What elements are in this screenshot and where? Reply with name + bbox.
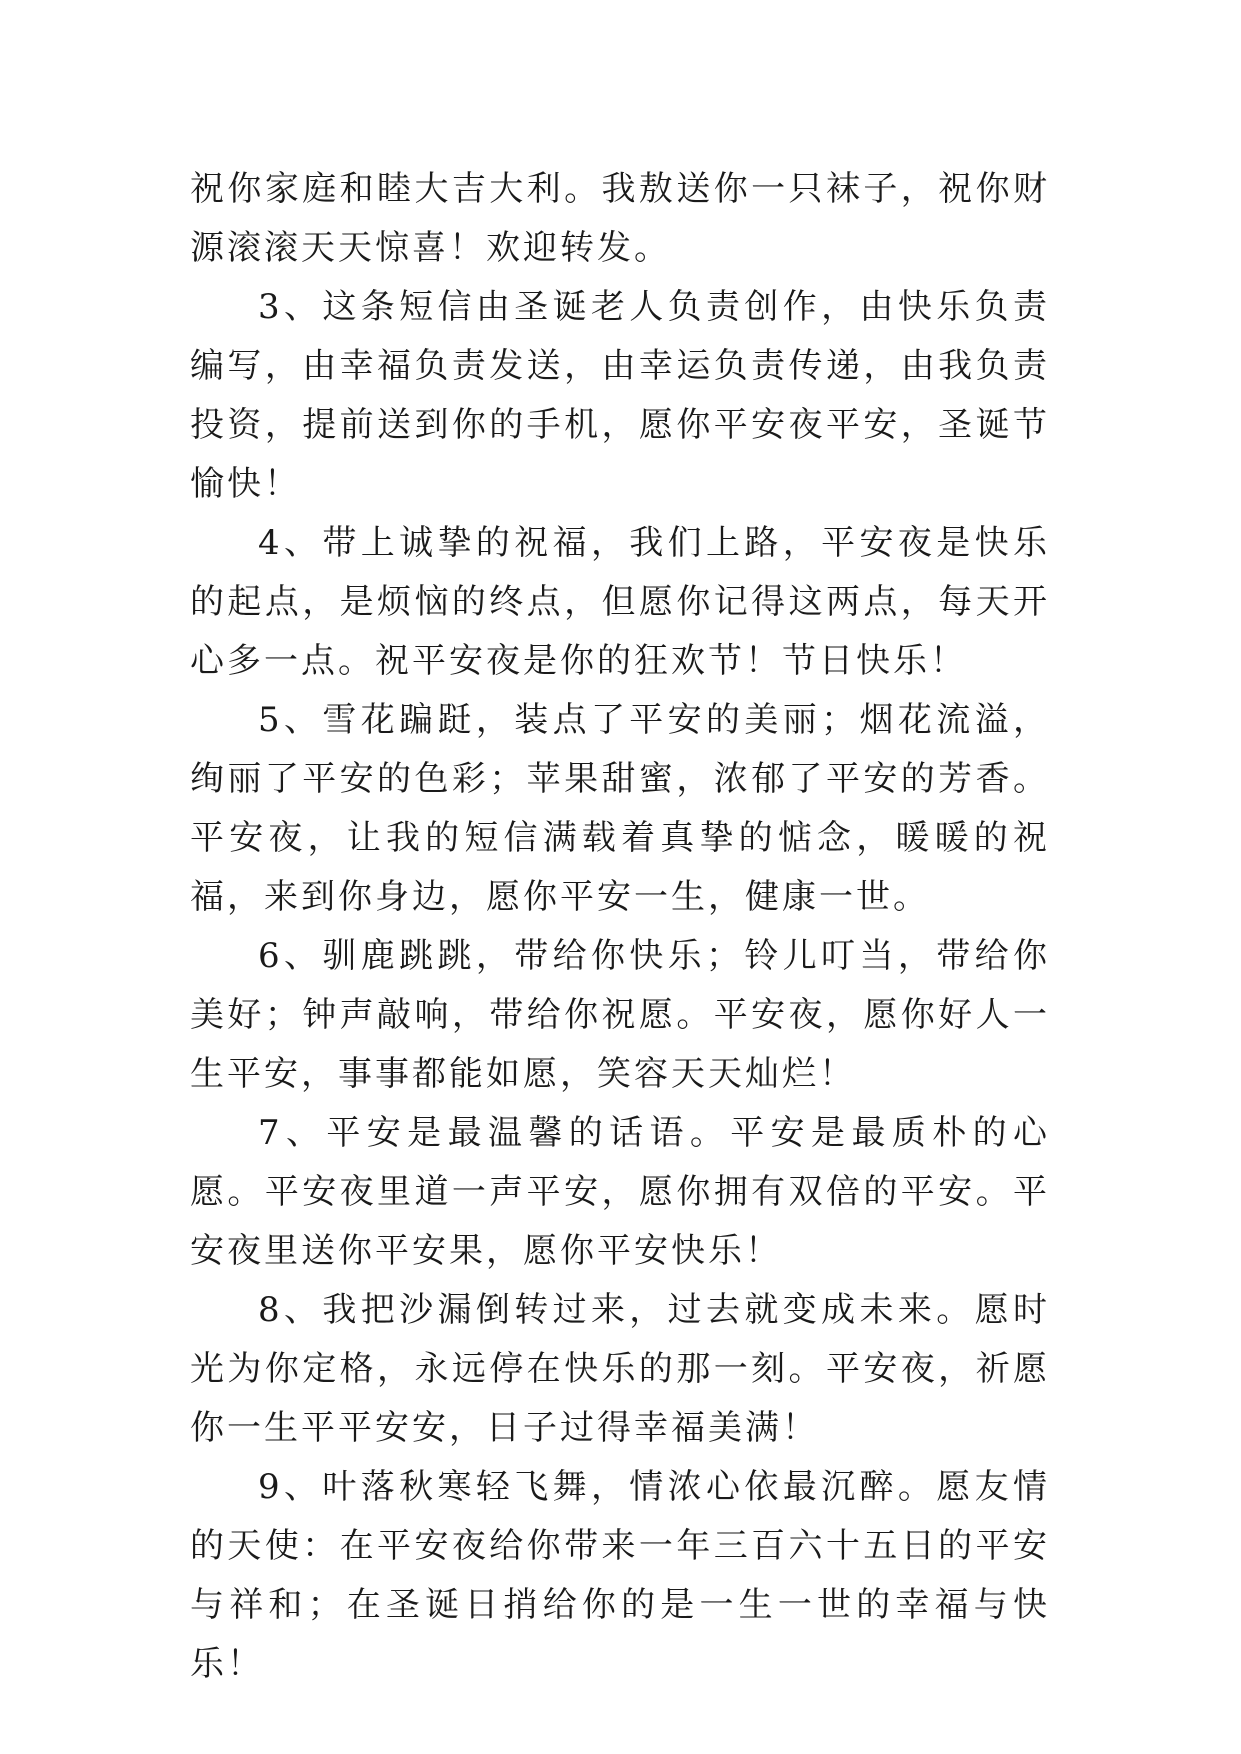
paragraph-item-8: 8、我把沙漏倒转过来，过去就变成未来。愿时光为你定格，永远停在快乐的那一刻。平安夜，祈愿你一生平平安安，日子过得幸福美满！ — [190, 1290, 1050, 1448]
paragraph-item-3: 3、这条短信由圣诞老人负责创作，由快乐负责编写，由幸福负责发送，由幸运负责传递，由我负责投资，提前送到你的手机，愿你平安夜平安，圣诞节愉快！ — [190, 287, 1050, 504]
paragraph-item-6: 6、驯鹿跳跳，带给你快乐；铃儿叮当，带给你美好；钟声敲响，带给你祝愿。平安夜，愿你好人一生平安，事事都能如愿，笑容天天灿烂！ — [190, 936, 1050, 1094]
paragraph-continued: 祝你家庭和睦大吉大利。我敖送你一只袜子，祝你财源滚滚天天惊喜！欢迎转发。 — [190, 169, 1050, 268]
paragraph-item-9: 9、叶落秋寒轻飞舞，情浓心依最沉醉。愿友情的天使：在平安夜给你带来一年三百六十五日的平安与祥和；在圣诞日捎给你的是一生一世的幸福与快乐！ — [190, 1467, 1050, 1684]
paragraph-item-7: 7、平安是最温馨的话语。平安是最质朴的心愿。平安夜里道一声平安，愿你拥有双倍的平安。平安夜里送你平安果，愿你平安快乐！ — [190, 1113, 1050, 1271]
document-body — [190, 160, 1050, 1694]
paragraph-item-4: 4、带上诚挚的祝福，我们上路，平安夜是快乐的起点，是烦恼的终点，但愿你记得这两点，每天开心多一点。祝平安夜是你的狂欢节！节日快乐！ — [190, 523, 1050, 681]
paragraph-item-5: 5、雪花蹁跹，装点了平安的美丽；烟花流溢，绚丽了平安的色彩；苹果甜蜜，浓郁了平安的芳香。平安夜，让我的短信满载着真挚的惦念，暖暖的祝福，来到你身边，愿你平安一生，健康一世。 — [190, 700, 1050, 917]
